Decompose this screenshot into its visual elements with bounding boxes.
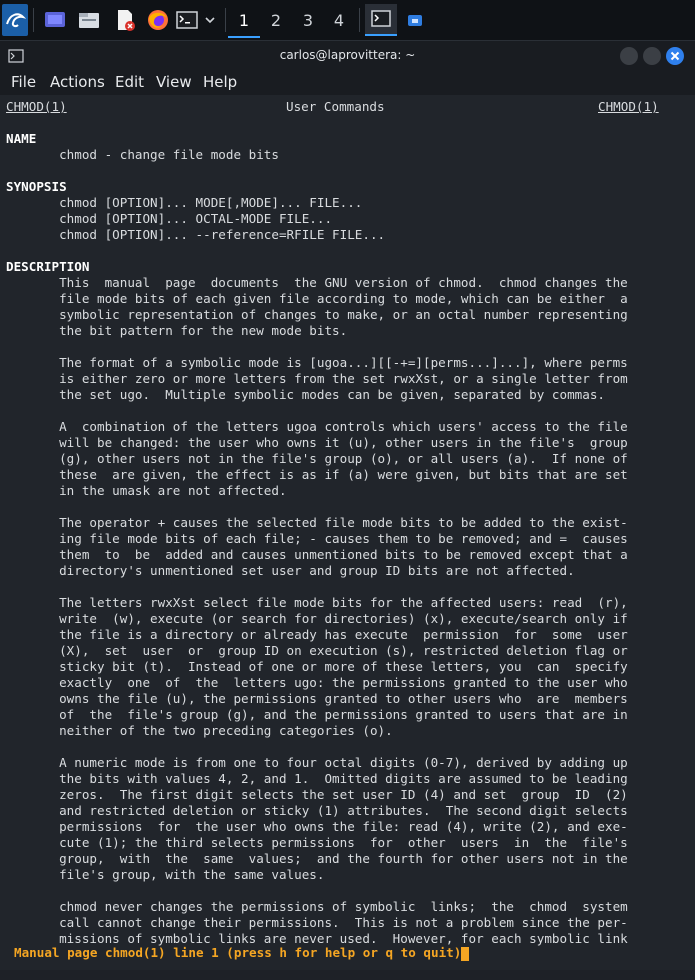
man-section-heading: DESCRIPTION	[6, 259, 90, 274]
window-title: carlos@laprovittera: ~	[279, 48, 416, 62]
menu-edit[interactable]: Edit	[115, 73, 145, 91]
man-line: chmod [OPTION]... MODE[,MODE]... FILE...	[6, 195, 363, 210]
man-line: call cannot change their permissions. This is not a problem since the per-	[6, 915, 628, 930]
scrollbar[interactable]	[685, 97, 693, 967]
man-line: sticky bit (t). Instead of one or more of these letters, you can specify	[6, 659, 628, 674]
terminal-icon[interactable]	[175, 6, 199, 34]
workspace-2[interactable]: 2	[270, 10, 282, 30]
kali-menu-icon[interactable]	[2, 4, 28, 36]
man-line: group, with the same values; and the fourth for other users not in the	[6, 851, 628, 866]
man-line: ing file mode bits of each file; - causes them to be removed; and = causes	[6, 531, 628, 546]
man-line: chmod never changes the permissions of symbolic links; the chmod system	[6, 899, 628, 914]
man-section-heading: SYNOPSIS	[6, 179, 67, 194]
man-line: the bits with values 4, 2, and 1. Omitted digits are assumed to be leading	[6, 771, 628, 786]
window-titlebar	[0, 41, 695, 71]
man-line: A numeric mode is from one to four octal digits (0-7), derived by adding up	[6, 755, 628, 770]
menu-file[interactable]: File	[11, 73, 37, 91]
text-cursor	[461, 947, 469, 961]
man-line: exactly one of the letters ugo: the permissions granted to the user who	[6, 675, 628, 690]
menu-view[interactable]: View	[156, 73, 192, 91]
man-line: them to be added and causes unmentioned bits to be removed except that a	[6, 547, 628, 562]
man-line: in the umask are not affected.	[6, 483, 287, 498]
menu-actions[interactable]: Actions	[50, 73, 105, 91]
text-editor-icon[interactable]	[112, 6, 138, 34]
man-section-heading: NAME	[6, 131, 37, 146]
firefox-icon[interactable]	[145, 6, 171, 34]
man-line: is either zero or more letters from the set rwxXst, or a single letter from	[6, 371, 628, 386]
man-line: the set ugo. Multiple symbolic modes can be given, separated by commas.	[6, 387, 605, 402]
close-icon	[666, 47, 684, 65]
maximize-button[interactable]	[643, 47, 661, 65]
close-button[interactable]	[666, 47, 684, 65]
man-line: will be changed: the user who owns it (u), other users in the file's group	[6, 435, 628, 450]
man-header-right: CHMOD(1)	[598, 99, 659, 114]
file-manager-icon[interactable]	[76, 6, 102, 34]
man-line: The operator + causes the selected file mode bits to be added to the exist-	[6, 515, 628, 530]
man-line: chmod - change file mode bits	[6, 147, 279, 162]
man-line: the file is a directory or already has execute permission for some user	[6, 627, 628, 642]
man-line: zeros. The first digit selects the set user ID (4) and set group ID (2)	[6, 787, 628, 802]
menu-help[interactable]: Help	[203, 73, 238, 91]
man-line: symbolic representation of changes to make, or an octal number representing	[6, 307, 628, 322]
man-line: A combination of the letters ugoa controls which users' access to the file	[6, 419, 628, 434]
man-line: and restricted deletion or sticky (1) attributes. The second digit selects	[6, 803, 628, 818]
workspace-4[interactable]: 4	[333, 10, 345, 30]
taskbar-separator	[359, 8, 360, 32]
man-header-left: CHMOD(1)	[6, 99, 67, 114]
taskbar	[0, 0, 695, 41]
taskbar-separator	[225, 8, 226, 32]
terminal-window-icon[interactable]	[365, 4, 397, 36]
man-line: (X), set user or group ID on execution (s), restricted deletion flag or	[6, 643, 628, 658]
man-line: This manual page documents the GNU version of chmod. chmod changes the	[6, 275, 628, 290]
workspace-3[interactable]: 3	[302, 10, 314, 30]
man-line: (g), other users not in the file's group (o), or all users (a). If none of	[6, 451, 628, 466]
man-line: write (w), execute (or search for directories) (x), execute/search only if	[6, 611, 628, 626]
dropdown-chevron-icon[interactable]	[202, 6, 218, 34]
workspace-1[interactable]: 1	[228, 4, 260, 38]
man-line: file's group, with the same values.	[6, 867, 325, 882]
man-header-center: User Commands	[286, 99, 385, 114]
man-line: file mode bits of each given file according to mode, which can be either a	[6, 291, 628, 306]
man-line: chmod [OPTION]... OCTAL-MODE FILE...	[6, 211, 333, 226]
man-line: permissions for the user who owns the file: read (4), write (2), and exe-	[6, 819, 628, 834]
man-line: cute (1); the third selects permissions for other users in the file's	[6, 835, 628, 850]
man-line: directory's unmentioned set user and group ID bits are not affected.	[6, 563, 575, 578]
menubar	[0, 71, 695, 95]
man-line: The letters rwxXst select file mode bits for the affected users: read (r),	[6, 595, 628, 610]
man-line: of the file's group (g), and the permissions granted to users that are in	[6, 707, 628, 722]
terminal-viewport[interactable]	[0, 95, 695, 970]
pager-status-line: Manual page chmod(1) line 1 (press h for help or q to quit)	[14, 945, 469, 961]
man-line: The format of a symbolic mode is [ugoa...][[-+=][perms...]...], where perms	[6, 355, 628, 370]
man-line: missions of symbolic links are never used. However, for each symbolic link	[6, 931, 628, 946]
man-line: owns the file (u), the permissions granted to other users who are members	[6, 691, 628, 706]
minimize-button[interactable]	[620, 47, 638, 65]
taskbar-separator	[33, 8, 34, 32]
man-line: these are given, the effect is as if (a) were given, but bits that are set	[6, 467, 628, 482]
desktop-icon[interactable]	[42, 6, 68, 34]
man-line: neither of the two preceding categories (o).	[6, 723, 393, 738]
workspace-app-icon[interactable]	[402, 6, 428, 34]
man-line: chmod [OPTION]... --reference=RFILE FILE...	[6, 227, 386, 242]
man-line: the bit pattern for the new mode bits.	[6, 323, 348, 338]
